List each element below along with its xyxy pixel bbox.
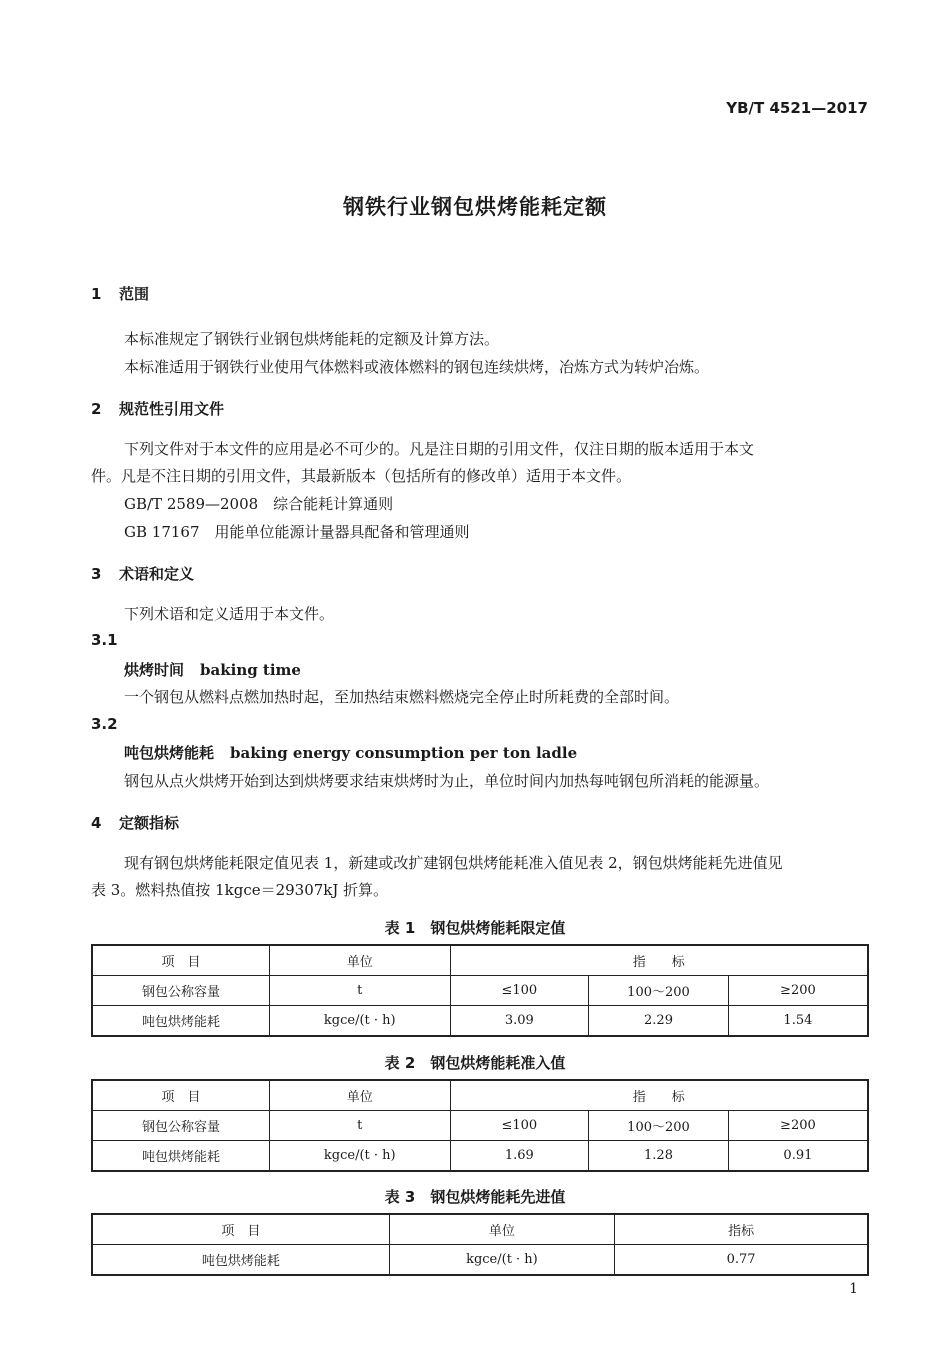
table-cell: 100～200 (589, 976, 729, 1006)
term-number: 3.2 (91, 715, 118, 733)
table-cell: 钢包公称容量 (92, 1111, 269, 1141)
term-definition: 一个钢包从燃料点燃加热时起，至加热结束燃料燃烧完全停止时所耗费的全部时间。 (124, 688, 680, 706)
term-heading (124, 659, 301, 680)
table-cell: ≥200 (728, 1111, 868, 1141)
table-cell: 2.29 (589, 1006, 729, 1037)
section-4-heading (91, 812, 179, 833)
reference-item: GB/T 2589—2008 综合能耗计算通则 (124, 495, 394, 513)
paragraph: 本标准适用于钢铁行业使用气体燃料或液体燃料的钢包连续烘烤，冶炼方式为转炉冶炼。 (124, 358, 710, 376)
section-number: 3 (91, 565, 102, 583)
term-definition: 钢包从点火烘烤开始到达到烘烤要求结束烘烤时为止，单位时间内加热每吨钢包所消耗的能源量。 (124, 772, 770, 790)
reference-item: GB 17167 用能单位能源计量器具配备和管理通则 (124, 523, 470, 541)
table-cell: 100～200 (589, 1111, 729, 1141)
table-cell: t (269, 1111, 450, 1141)
table-header-row (92, 945, 868, 976)
table-header-row (92, 1080, 868, 1111)
table-row (92, 1245, 868, 1276)
term-chinese: 吨包烘烤能耗 (124, 744, 215, 762)
table-cell: ≥200 (728, 976, 868, 1006)
term-number: 3.1 (91, 631, 118, 649)
table-cell: ≤100 (450, 976, 589, 1006)
paragraph: 本标准规定了钢铁行业钢包烘烤能耗的定额及计算方法。 (124, 330, 500, 348)
table-1-caption: 表 1 钢包烘烤能耗限定值 (384, 919, 566, 937)
table-cell: 吨包烘烤能耗 (92, 1141, 269, 1172)
table-row (92, 1141, 868, 1172)
header-cell: 单位 (269, 1080, 450, 1111)
table-cell: 0.91 (728, 1141, 868, 1172)
section-title: 规范性引用文件 (119, 400, 225, 418)
page-number: 1 (849, 1281, 858, 1297)
section-number: 2 (91, 400, 102, 418)
table-cell: 0.77 (615, 1245, 868, 1276)
table-3-caption: 表 3 钢包烘烤能耗先进值 (384, 1188, 566, 1206)
table-2-caption: 表 2 钢包烘烤能耗准入值 (384, 1054, 566, 1072)
header-cell: 单位 (269, 945, 450, 976)
section-title: 术语和定义 (119, 565, 195, 583)
table-cell: kgce/(t · h) (389, 1245, 614, 1276)
header-cell: 指 标 (450, 945, 868, 976)
header-cell: 项 目 (92, 945, 269, 976)
section-3-heading (91, 563, 194, 584)
table-cell: kgce/(t · h) (269, 1141, 450, 1172)
table-cell: 吨包烘烤能耗 (92, 1245, 389, 1276)
term-english: baking time (200, 661, 301, 679)
paragraph: 件。凡是不注日期的引用文件，其最新版本（包括所有的修改单）适用于本文件。 (91, 467, 632, 485)
table-cell: 1.28 (589, 1141, 729, 1172)
table-cell: 1.54 (728, 1006, 868, 1037)
paragraph: 表 3。燃料热值按 1kgce＝29307kJ 折算。 (91, 881, 389, 899)
standard-number: YB/T 4521—2017 (726, 99, 868, 117)
table-cell: ≤100 (450, 1111, 589, 1141)
table-3 (91, 1213, 869, 1276)
table-cell: kgce/(t · h) (269, 1006, 450, 1037)
header-cell: 项 目 (92, 1214, 389, 1245)
header-cell: 指标 (615, 1214, 868, 1245)
table-row (92, 1111, 868, 1141)
table-row (92, 1006, 868, 1037)
section-number: 1 (91, 285, 102, 303)
table-cell: 钢包公称容量 (92, 976, 269, 1006)
table-row (92, 976, 868, 1006)
table-cell: 吨包烘烤能耗 (92, 1006, 269, 1037)
section-1-heading (91, 283, 149, 304)
paragraph: 下列术语和定义适用于本文件。 (124, 605, 335, 623)
table-header-row (92, 1214, 868, 1245)
section-2-heading (91, 398, 224, 419)
table-1 (91, 944, 869, 1037)
table-cell: 3.09 (450, 1006, 589, 1037)
header-cell: 单位 (389, 1214, 614, 1245)
document-title: 钢铁行业钢包烘烤能耗定额 (343, 195, 607, 219)
table-2 (91, 1079, 869, 1172)
table-cell: 1.69 (450, 1141, 589, 1172)
section-number: 4 (91, 814, 102, 832)
term-chinese: 烘烤时间 (124, 661, 185, 679)
header-cell: 项 目 (92, 1080, 269, 1111)
term-english: baking energy consumption per ton ladle (230, 744, 578, 762)
header-cell: 指 标 (450, 1080, 868, 1111)
paragraph: 下列文件对于本文件的应用是必不可少的。凡是注日期的引用文件，仅注日期的版本适用于本文 (124, 440, 755, 458)
paragraph: 现有钢包烘烤能耗限定值见表 1，新建或改扩建钢包烘烤能耗准入值见表 2，钢包烘烤能耗先进值见 (124, 854, 783, 872)
table-cell: t (269, 976, 450, 1006)
term-heading (124, 742, 577, 763)
section-title: 定额指标 (119, 814, 180, 832)
section-title: 范围 (119, 285, 150, 303)
